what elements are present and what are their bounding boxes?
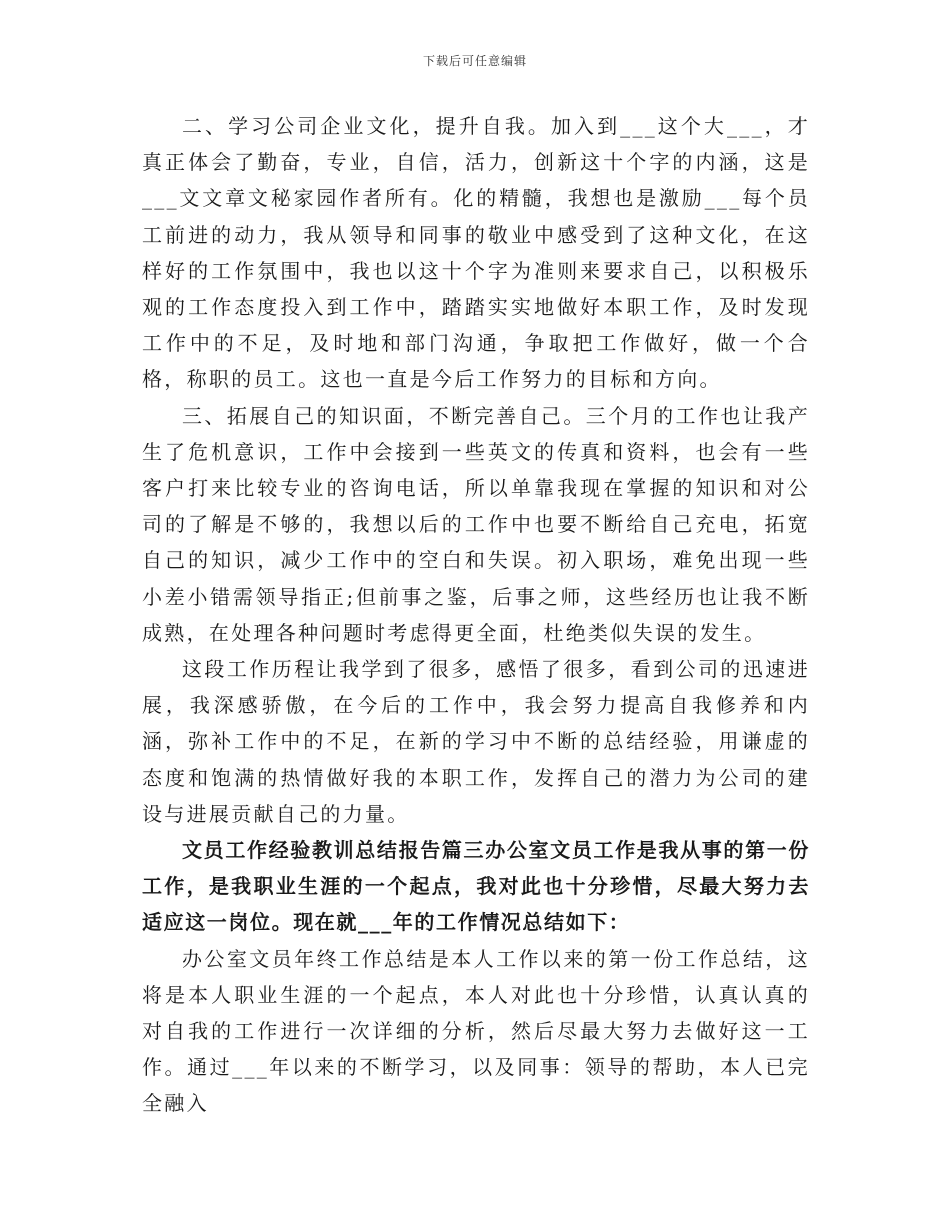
paragraph-reflection: 这段工作历程让我学到了很多，感悟了很多，看到公司的迅速进展，我深感骄傲，在今后的工作中，我会努力提高自我修养和内涵，弥补工作中的不足，在新的学习中不断的总结经验，用谦虚的态度和饱满的热情做好我的本职工作，发挥自己的潜力为公司的建设与进展贡献自己的力量。: [142, 657, 810, 826]
document-body: [142, 108, 810, 1122]
paragraph-company-culture: 二、学习公司企业文化，提升自我。加入到___这个大___，才真正体会了勤奋，专业，自信，活力，创新这十个字的内涵，这是___文文章文秘家园作者所有。化的精髓，我想也是激励___每个员工前进的动力，我从领导和同事的敬业中感受到了这种文化，在这样好的工作氛围中，我也以这十个字为准则来要求自己，以积极乐观的工作态度投入到工作中，踏踏实实地做好本职工作，及时发现工作中的不足，及时地和部门沟通，争取把工作做好，做一个合格，称职的员工。这也一直是今后工作努力的目标和方向。: [142, 114, 810, 392]
section-heading: 文员工作经验教训总结报告篇三办公室文员工作是我从事的第一份工作，是我职业生涯的一个起点，我对此也十分珍惜，尽最大努力去适应这一岗位。现在就___年的工作情况总结如下：: [142, 838, 810, 935]
paragraph-annual-summary: 办公室文员年终工作总结是本人工作以来的第一份工作总结，这将是本人职业生涯的一个起点，本人对此也十分珍惜，认真认真的对自我的工作进行一次详细的分析，然后尽最大努力去做好这一工作。通过___年以来的不断学习，以及同事：领导的帮助，本人已完全融入: [142, 946, 810, 1116]
paragraph-knowledge: 三、拓展自己的知识面，不断完善自己。三个月的工作也让我产生了危机意识，工作中会接到一些英文的传真和资料，也会有一些客户打来比较专业的咨询电话，所以单靠我现在掌握的知识和对公司的了解是不够的，我想以后的工作中也要不断给自己充电，拓宽自己的知识，减少工作中的空白和失误。初入职场，难免出现一些小差小错需领导指正;但前事之鉴，后事之师，这些经历也让我不断成熟，在处理各种问题时考虑得更全面，杜绝类似失误的发生。: [142, 403, 810, 645]
page-header: 下载后可任意编辑: [422, 54, 527, 68]
